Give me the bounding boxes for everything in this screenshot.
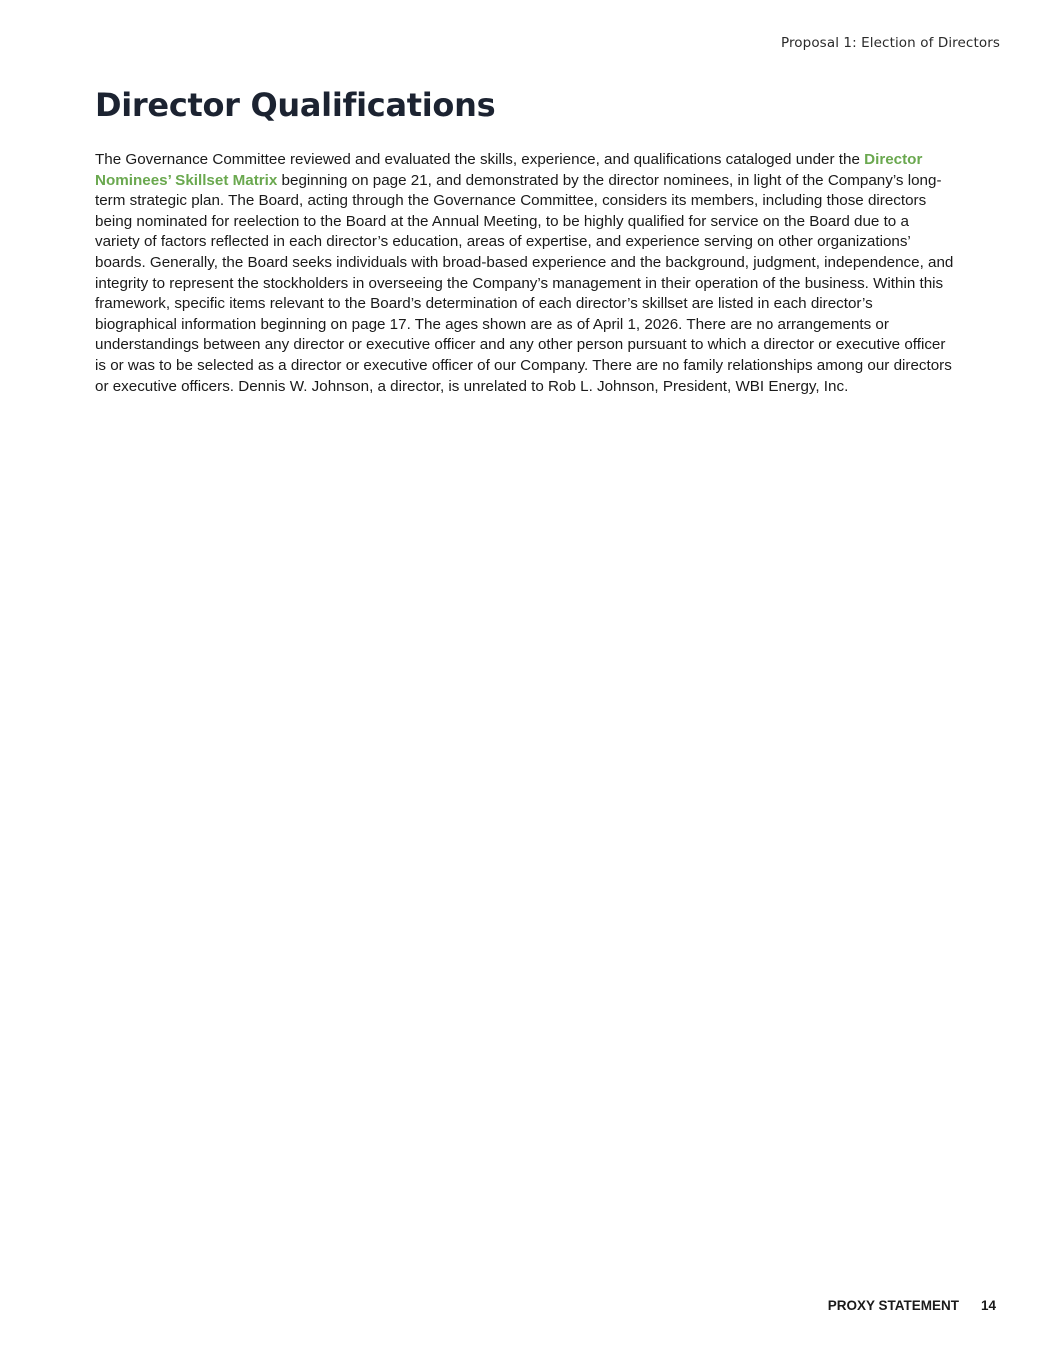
footer-page-number: 14	[980, 1298, 996, 1313]
page-footer	[828, 1298, 996, 1313]
paragraph-intro-text: The Governance Committee reviewed and evaluated the skills, experience, and qualifications cataloged under the	[95, 151, 865, 168]
skillset-matrix-link[interactable]: Director Nominees’ Skillset Matrix	[95, 151, 923, 189]
page-title: Director Qualifications	[95, 86, 496, 124]
footer-document-label: PROXY STATEMENT	[827, 1298, 959, 1313]
body-paragraph	[95, 150, 957, 397]
paragraph-body-text: beginning on page 21, and demonstrated by the director nominees, in light of the Company’s long-term strategic plan. The Board, acting through the Governance Committee, considers its members, including those directors being nominated for reelection to the Board at the Annual Meeting, to be highly qualified for service on the Board due to a variety of factors reflected in each director’s education, areas of expertise, and experience serving on other organizations’ boards. Generally, the Board seeks individuals with broad-based experience and the background, judgment, independence, and integrity to represent the stockholders in overseeing the Company’s management in their operation of the business. Within this framework, specific items relevant to the Board’s determination of each director’s skillset are listed in each director’s biographical information beginning on page 17. The ages shown are as of April 1, 2026. There are no arrangements or understandings between any director or executive officer and any other person pursuant to which a director or executive officer is or was to be selected as a director or executive officer of our Company. There are no family relationships among our directors or executive officers. Dennis W. Johnson, a director, is unrelated to Rob L. Johnson, President, WBI Energy, Inc.	[95, 171, 954, 395]
running-header-section-label: Proposal 1: Election of Directors	[780, 35, 1000, 51]
